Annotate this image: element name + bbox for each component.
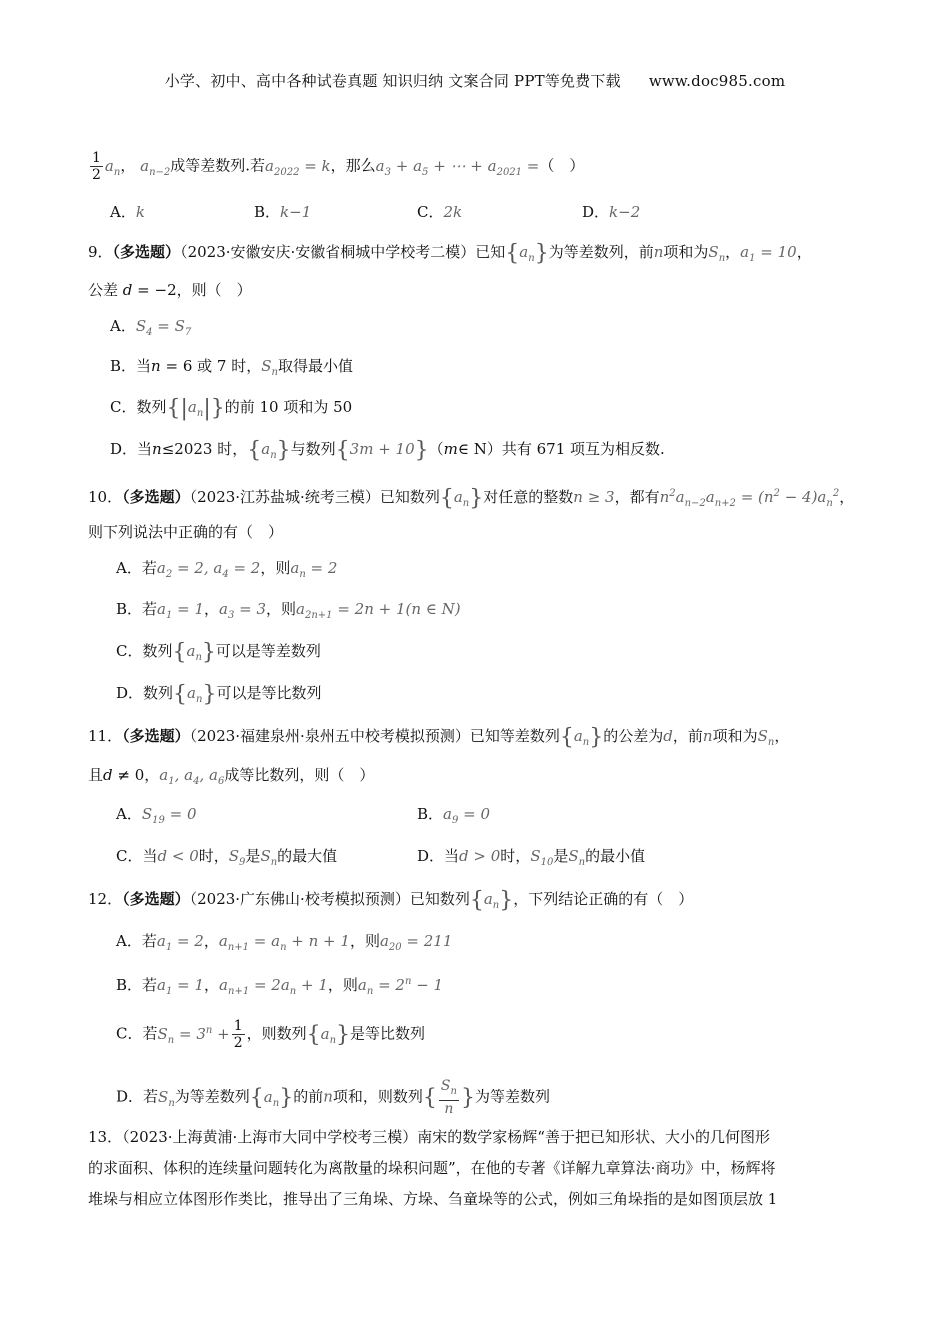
q10-option-b[interactable]: B．若$a_1 = 1$，$a_3 = 3$，则$a_{2n+1} = 2n + 1(n$ ∈ N) — [116, 600, 461, 621]
q8-option-b[interactable]: B．k−1 — [254, 203, 312, 221]
q11-option-b[interactable]: B．$a_9 = 0$ — [417, 805, 491, 826]
q12-option-b[interactable]: B．若$a_1 = 1$，$a_{n+1} = 2a_n + 1$，则$a_n = 2^n - 1$ — [116, 976, 444, 997]
q9-stem-line2: 公差 d = −2，则（ ） — [88, 281, 252, 299]
q9-stem-line1: 9．（多选题）（2023·安徽安庆·安徽省桐城中学校考二模）已知$\{a_n\}$为等差数列，前n项和为$S_n$，$a_1 = 10$， — [88, 241, 812, 266]
q10-stem-line1: 10．（多选题）（2023·江苏盐城·统考三模）已知数列$\{a_n\}$对任意的整数n ≥ 3，都有$n^2a_{n-2}a_{n+2} = (n^2 - 4)a_n^2$， — [88, 486, 855, 511]
q12-option-a[interactable]: A．若$a_1 = 2$，$a_{n+1} = a_n + n + 1$，则$a_{20} = 211$ — [116, 932, 453, 953]
header-site: www.doc985.com — [648, 72, 786, 90]
page-header — [0, 70, 950, 91]
q9-option-d[interactable]: D．当n≤2023 时，$\{a_n\}$与数列{3m + 10}（m∈ N）共有 671 项互为相反数. — [110, 438, 665, 463]
q8-option-a[interactable]: A．k — [110, 203, 145, 221]
q11-option-a[interactable]: A．$S_{19} = 0$ — [116, 805, 197, 826]
q10-option-d[interactable]: D．数列$\{a_n\}$可以是等比数列 — [116, 682, 322, 707]
q8-stem: $\frac{1}{2}$ $a_n$， $a_{n-2}$成等差数列.若$a_{2022} = k$，那么$a_3 + a_5$ + ⋯ + $a_{2021}$ =（ ） — [92, 150, 585, 183]
fraction-half: $\frac{1}{2}$ — [92, 150, 101, 183]
q8-option-d[interactable]: D．k−2 — [582, 203, 641, 221]
q13-line3: 堆垛与相应立体图形作类比，推导出了三角垛、方垛、刍童垛等的公式，例如三角垛指的是如图顶层放 1 — [88, 1190, 778, 1208]
q12-option-d[interactable]: D．若$S_n$为等差数列$\{a_n\}$的前n项和，则数列{ $\frac{S_n}{n}$ }为等差数列 — [116, 1078, 550, 1117]
q10-option-a[interactable]: A．若$a_2 = 2$, $a_4 = 2$，则$a_n = 2$ — [116, 559, 338, 580]
q11-option-d[interactable]: D．当d > 0时，$S_{10}$是$S_n$的最小值 — [417, 847, 646, 868]
q11-stem-line2: 且d ≠ 0，$a_1$, $a_4$, $a_6$成等比数列，则（ ） — [88, 766, 375, 787]
q8-option-c[interactable]: C．2k — [417, 203, 463, 221]
q11-option-c[interactable]: C．当d < 0时，$S_9$是$S_n$的最大值 — [116, 847, 338, 868]
header-text: 小学、初中、高中各种试卷真题 知识归纳 文案合同 PPT等免费下载 — [164, 72, 621, 90]
q10-option-c[interactable]: C．数列$\{a_n\}$可以是等差数列 — [116, 640, 321, 665]
q13-line2: 的求面积、体积的连续量问题转化为离散量的垛积问题”，在他的专著《详解九章算法·商功》中，杨辉将 — [88, 1159, 776, 1177]
q9-option-a[interactable]: A．$S_4 = S_7$ — [110, 317, 192, 338]
q11-stem-line1: 11．（多选题）（2023·福建泉州·泉州五中校考模拟预测）已知等差数列$\{a_n\}$的公差为d，前n项和为$S_n$， — [88, 725, 790, 750]
q12-stem: 12．（多选题）（2023·广东佛山·校考模拟预测）已知数列$\{a_n\}$，下列结论正确的有（ ） — [88, 888, 694, 913]
q13-line1: 13．（2023·上海黄浦·上海市大同中学校考三模）南宋的数学家杨辉“善于把已知形状、大小的几何图形 — [88, 1128, 770, 1146]
q9-option-b[interactable]: B．当n = 6 或 7 时，$S_n$取得最小值 — [110, 357, 353, 378]
q9-option-c[interactable]: C．数列$\{|a_n|\}$的前 10 项和为 50 — [110, 396, 353, 421]
q12-option-c[interactable]: C．若$S_n = 3^n$ + $\frac{1}{2}$ ，则数列$\{a_n\}$是等比数列 — [116, 1018, 426, 1051]
q10-stem-line2: 则下列说法中正确的有（ ） — [88, 523, 284, 541]
